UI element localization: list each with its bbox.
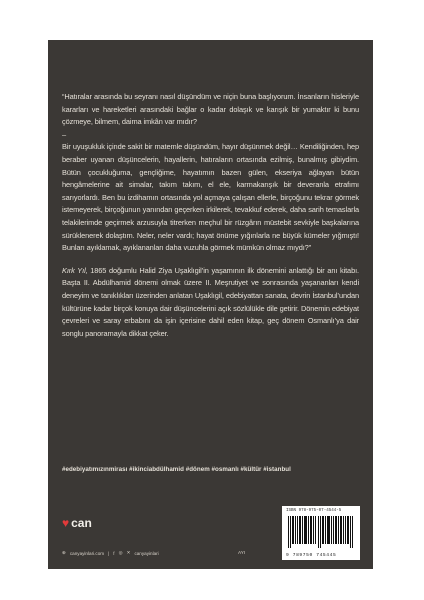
publisher-logo xyxy=(62,516,92,530)
instagram-icon[interactable]: ◎ xyxy=(118,550,123,555)
website-link[interactable]: canyayinlari.com xyxy=(69,550,105,556)
footer-links xyxy=(62,550,163,556)
isbn-label: ISBN 978-975-07-4544-5 xyxy=(286,509,342,513)
separator: | xyxy=(108,550,110,556)
description-text: 1865 doğumlu Halid Ziya Uşaklıgil’in yaşamının ilk dönemini anlattığı bir anı kitabı. Başta II. Abdülhamid dönemi olmak üzere II. Meşrutiyet ve sonrasında yaşananları kendi deneyim ve tanıklıkları üzerinden anlatan Uşaklıgil, edebiyattan sanata, devrin İstanbul’undan kültürüne kadar birçok konuya dair düşüncelerini açık sözlülükle dile getirir. Dönemin edebiyat çevreleri ve saray erbabını da işin içerisine dahil eden kitap, geç dönem Osmanlı’ya dair songlu panoramayla dikkat çeker. xyxy=(62,265,359,338)
publisher-name: can xyxy=(71,516,92,530)
facebook-icon[interactable]: f xyxy=(113,550,115,556)
blurb-text xyxy=(62,91,359,340)
social-handle[interactable]: canyayinlari xyxy=(134,550,159,556)
globe-icon: ⊕ xyxy=(62,550,66,555)
quote-body-paragraph: Bir uyuşukluk içinde sakit bir matemle düşündüm, hayır düşünmek değil… Kendiliğinden, hep beraber uyanan düşüncelerin, hayallerin, hatıraların ortasında ezilmiş, bunalmış gibiydim. Bütün çocukluğuma, gençliğime, hayatımın bazen gülen, ekseriya ağlayan bütün hengâmelerine ait simalar, takım takım, el ele, karmakarışık bir deveranla etrafımı sarıyorlardı. Ben bu izdihamın ortasında yol açmaya çalışan ellerle, birçoğunu tekrar görmek istemeyerek, birçoğunun yanından geçerken irkilerek, tevakkuf ederek, daha sarih temaslarla telakilerimde geçirmek arzusuyla titrerken meçhul bir rüzgârın müstebit sevkiyle başkalarına sürüklenerek dolaştım. Neler, neler vardı; hayat önüme yığınlarla ne büyük kümeler yığmıştı! Bunları ayıklamak, ayıklananları daha vuzuhla görmek mümkün olmaz mıydı?” xyxy=(62,142,359,253)
price-code: AYI xyxy=(238,550,246,555)
x-icon[interactable]: ✕ xyxy=(126,550,131,555)
back-cover xyxy=(48,40,373,569)
barcode-bars xyxy=(288,516,354,548)
description-paragraph xyxy=(62,265,359,341)
quote-paragraph: “Hatıralar arasında bu seyranı nasıl düşündüm ve niçin buna başlıyorum. İnsanların hisleriyle kararları ve hareketleri arasındaki bağlar o kadar dolaşık ve karışık bir yumaktır ki bunu çözmeye, bilmem, daima imkân var mıdır? xyxy=(62,92,359,127)
heart-icon: ♥ xyxy=(62,516,70,530)
book-title-inline: Kırk Yıl, xyxy=(62,265,88,275)
quote-dash: – xyxy=(62,129,67,139)
barcode-digits: 9 789750 745445 xyxy=(286,553,337,558)
hashtags: #edebiyatımızınmirası #ikinciabdülhamid #dönem #osmanlı #kültür #istanbul xyxy=(62,466,291,473)
barcode xyxy=(282,506,360,560)
